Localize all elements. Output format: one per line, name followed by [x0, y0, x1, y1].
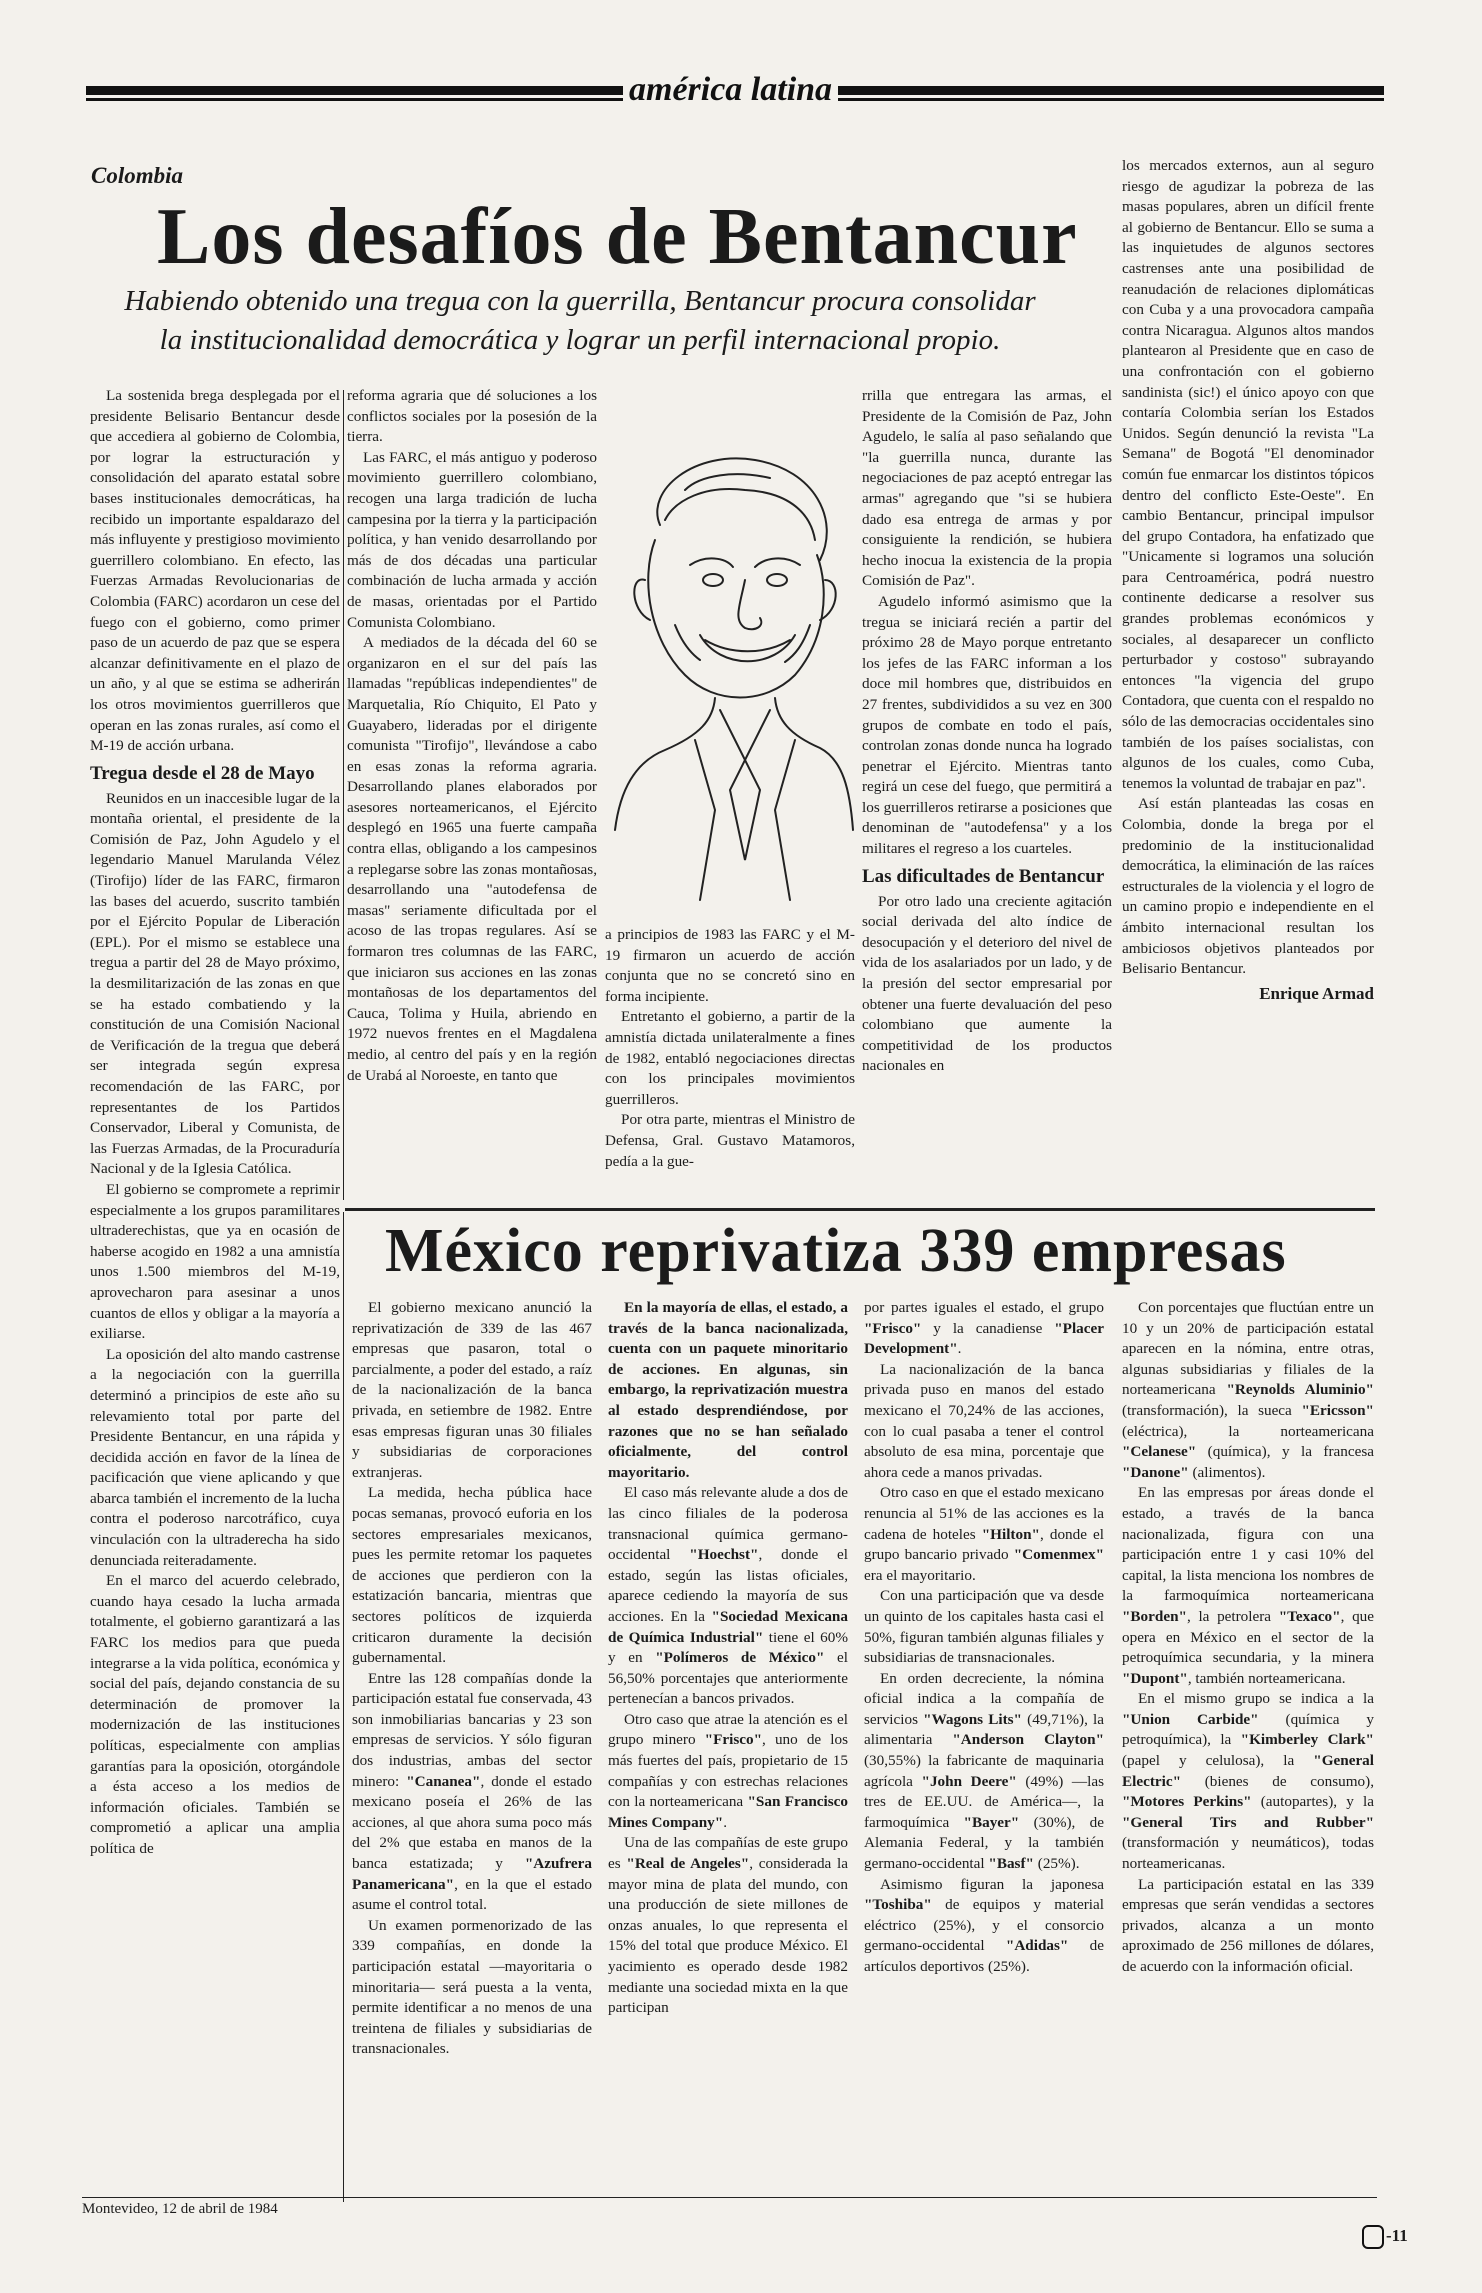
column-divider — [343, 390, 344, 1200]
article1-column-2 — [347, 386, 597, 1206]
paragraph: En las empresas por áreas donde el estado, a través de la banca nacionalizada, figura con una participación entre 1 y casi 10% del capital, la lista menciona los nombres de la farmoquímica norteamericana "Borden", la petrolera "Texaco", que opera en México en el sector de la petroquímica secundaria, y la minera "Dupont", también norteamericana. — [1122, 1484, 1374, 1687]
paragraph: Por otro lado una creciente agitación social derivada del alto índice de desocupación y el deterioro del nivel de vida de los asalariados por un lado, y de la presión del sector empresarial por obtener una fuerte devaluación del peso colombiano que aumente la competitividad de los productos nacionales en — [862, 892, 1112, 1075]
portrait-drawing — [605, 430, 855, 910]
paragraph: La medida, hecha pública hace pocas semanas, provocó euforia en los sectores empresariales mexicanos, pues les permite retomar los paquetes de acciones que perdieron con la estatización bancaria, mientras que sectores políticos de izquierda criticaron duramente la decisión gubernamental. — [352, 1484, 592, 1667]
paragraph: a principios de 1983 las FARC y el M-19 firmaron un acuerdo de acción conjunta que no se concretó sino en forma incipiente. — [605, 926, 855, 1005]
paragraph: Reunidos en un inaccesible lugar de la montaña oriental, el presidente de la Comisión de Paz, John Agudelo y el legendario Manuel Marulanda Vélez (Tirofijo) líder de las FARC, firmaron las bases del acuerdo, suscrito también por el Ejército Popular de Liberación (EPL). Por el mismo se establece una tregua a partir del 28 de Mayo próximo, la desmilitarización de las zonas en que se ha estado combatiendo y la constitución de una Comisión Nacional de Verificación de la tregua que deberá ser integrada según expresa recomendación de las FARC, por representantes de los Partidos Conservador, Liberal y Comunista, de las Fuerzas Armadas, de la Procuraduría Nacional y de la Iglesia Católica. — [90, 789, 340, 1178]
article2-column-2 — [608, 1298, 848, 2198]
article1-column-3 — [605, 925, 855, 1205]
article-deck — [100, 282, 1060, 360]
page-number: -11 — [1362, 2225, 1408, 2249]
paragraph: Otro caso en que el estado mexicano renuncia al 51% de las acciones es la cadena de hoteles "Hilton", donde el grupo bancario privado "Comenmex" era el mayoritario. — [864, 1484, 1104, 1584]
paragraph: El caso más relevante alude a dos de las cinco filiales de la poderosa transnacional química germano-occidental "Hoechst", donde el estado, según las listas oficiales, aparece cediendo la mayoría de sus acciones. En la "Sociedad Mexicana de Química Industrial" tiene el 60% y en "Polímeros de México" el 56,50% porcentajes que anteriormente pertenecían a bancos privados. — [608, 1484, 848, 1708]
paragraph: Entretanto el gobierno, a partir de la amnistía dictada unilateralmente a fines de 1982, entabló negociaciones directas con los principales movimientos guerrilleros. — [605, 1008, 855, 1108]
paragraph: En el mismo grupo se indica a la "Union Carbide" (química y petroquímica), la "Kimberley Clark" (papel y celulosa), la "General Electric" (bienes de consumo), "Motores Perkins" (autopartes), y la "General Tirs and Rubber" (transformación y neumáticos), todas norteamericanas. — [1122, 1690, 1374, 1873]
paragraph: rrilla que entregara las armas, el Presidente de la Comisión de Paz, John Agudelo, le salía al paso señalando que "la guerrilla nunca, durante las negociaciones de paz aceptó entregar las armas" agregando que "si se hubiera dado esa entrega de armas y por consiguiente la rendición, se hubiera hecho inocua la existencia de la propia Comisión de Paz". — [862, 387, 1112, 590]
paragraph: Un examen pormenorizado de las 339 compañías, en donde la participación estatal —mayoritaria o minoritaria— será puesta a la venta, permite identificar a no menos de una treintena de filiales y subsidiarias de transnacionales. — [352, 1916, 592, 2058]
paragraph: Con porcentajes que fluctúan entre un 10 y un 20% de participación estatal aparecen en la nómina, entre otras, algunas subsidiarias y filiales de la norteamericana "Reynolds Aluminio" (transformación), la sueca "Ericsson" (eléctrica), la norteamericana "Celanese" (química), y la francesa "Danone" (alimentos). — [1122, 1299, 1374, 1481]
paragraph: Asimismo figuran la japonesa "Toshiba" de equipos y material eléctrico (25%), y el consorcio germano-occidental "Adidas" de artículos deportivos (25%). — [864, 1875, 1104, 1975]
paragraph: Entre las 128 compañías donde la participación estatal fue conservada, 43 son inmobiliarias bancarias y 23 son empresas de servicios. Y sólo figuran dos industrias, ambas del sector minero: "Cananea", donde el estado mexicano poseía el 26% de las acciones, al que ahora suma poco más del 2% que estaba en manos de la banca estatizada; y "Azufrera Panamericana", en la que el estado asume el control total. — [352, 1669, 592, 1914]
paragraph: La nacionalización de la banca privada puso en manos del estado mexicano el 70,24% de las acciones, con lo cual pasaba a tener el control absoluto de esa mina, porcentaje que ahora cede a manos privadas. — [864, 1360, 1104, 1481]
paragraph: A mediados de la década del 60 se organizaron en el sur del país las llamadas "repúblicas independientes" de Marquetalia, Río Chiquito, El Pato y Guayabero, lideradas por el dirigente comunista "Tirofijo", llevándose a cabo en esas zonas la reforma agraria. Desarrollando planes elaborados por asesores norteamericanos, el Ejército desplegó en 1965 una fuerte campaña contra ellas, obligando a los campesinos a replegarse sobre las zonas montañosas, desarrollando una "autodefensa de masas" seriamente dificultada por el acoso de las tropas regulares. Así se formaron tres columnas de las FARC, que iniciaron sus acciones en las zonas montañosas de los departamentos del Cauca, Tolima y Huila, abriendo en 1972 nuevos frentes en el Magdalena medio, al centro del país y en la región de Urabá al Noroeste, en tanto que — [347, 634, 597, 1084]
paragraph: En el marco del acuerdo celebrado, cuando haya cesado la lucha armada totalmente, el gobierno garantizará a las FARC los medios para que pueda integrarse a la vida política, económica y social del país, dejando constancia de su determinación de promover la modernización de las instituciones políticas, especialmente con amplias garantías para la oposición, otorgándole a ésta acceso a los medios de información oficiales. También se comprometió a aplicar una amplia política de — [90, 1572, 340, 1857]
paragraph: La sostenida brega desplegada por el presidente Belisario Bentancur desde que accediera al gobierno de Colombia, por lograr la estructuración y consolidación del aparato estatal sobre bases institucionales democráticas, ha recibido un importante espaldarazo del más influyente y prestigioso movimiento guerrillero colombiano. En efecto, las Fuerzas Armadas Revolucionarias de Colombia (FARC) acordaron un cese del fuego con el gobierno, como primer paso de un acuerdo de paz que se espera alcanzar definitivamente en el plazo de un año, y al que se estima se adherirán los otros movimientos guerrilleros que operan en las zonas rurales, así como el M-19 de acción urbana. — [90, 387, 340, 755]
deck-line-1: Habiendo obtenido una tregua con la guerrilla, Bentancur procura consolidar — [124, 285, 1036, 317]
paragraph: El gobierno mexicano anunció la reprivatización de 339 de las 467 empresas que pasaron, total o parcialmente, a poder del estado, a raíz de la nacionalización de la banca privada, en setiembre de 1982. Entre esas empresas figuran unas 30 filiales y subsidiarias de corporaciones extranjeras. — [352, 1299, 592, 1481]
paragraph: Así están planteadas las cosas en Colombia, donde la brega por el predominio de la institucionalidad democrática, la eliminación de las raíces estructurales de la violencia y el logro de un camino propio e independiente en el ámbito internacional resultan los ambiciosos objetivos planteados por Belisario Bentancur. — [1122, 795, 1374, 978]
paragraph: los mercados externos, aun al seguro riesgo de agudizar la pobreza de las masas populares, abren un difícil frente al gobierno de Bentancur. Ello se suma a las inquietudes de algunos sectores castrenses ante una posibilidad de reanudación de relaciones diplomáticas con Cuba y a una provocadora campaña contra Nicaragua. Algunos altos mandos plantearon al Presidente que en caso de una confrontación con el gobierno sandinista (sic!) el único apoyo con que contaría Colombia serían los Estados Unidos. Según denunció la revista "La Semana" de Bogotá "El denominador común fue enmarcar los distintos tópicos dentro del conflicto Este-Oeste". En cambio Bentancur, principal impulsor del grupo Contadora, ha enfatizado que "Unicamente si logramos una solución para Centroamérica, podrá nuestro continente dedicarse a resolver sus grandes problemas económicos y sociales, al desaparecer un conflicto perturbador y costoso" subrayando entonces "la vigencia del grupo Contadora, que cuenta con el respaldo no sólo de las democracias occidentales sino también de los países socialistas, con algunos de los cuales, como Cuba, tenemos la voluntad de trabajar en paz". — [1122, 157, 1374, 792]
paragraph: Agudelo informó asimismo que la tregua se iniciará recién a partir del próximo 28 de Mayo porque entretanto los jefes de las FARC informan a los doce mil hombres que, distribuidos en 27 frentes, subdivididos a su vez en 300 grupos de combate en todo el país, controlan zonas donde nunca ha logrado penetrar el Ejército. Mientras tanto regirá un cese del fuego, que permitirá a los guerrilleros retirarse a posiciones que denominan de "autodefensa" y a los militares el regreso a los cuarteles. — [862, 592, 1112, 858]
paragraph: Otro caso que atrae la atención es el grupo minero "Frisco", uno de los más fuertes del país, propietario de 15 compañías y con estrechas relaciones con la norteamericana "San Francisco Mines Company". — [608, 1710, 848, 1831]
paragraph: Con una participación que va desde un quinto de los capitales hasta casi el 50%, figuran también algunas filiales y subsidiarias de transnacionales. — [864, 1587, 1104, 1667]
paragraph: El gobierno se compromete a reprimir especialmente a los grupos paramilitares ultraderechistas, que ya en ocasión de haberse acogido en 1982 a una amnistía unos 1.500 miembros del M-19, aprovecharon para asesinar a unos cuantos de ellos y obligar a la mayoría a exiliarse. — [90, 1180, 340, 1343]
footer-rule — [82, 2197, 1377, 2198]
article2-headline: México reprivatiza 339 empresas — [385, 1217, 1287, 1285]
paragraph: La participación estatal en las 339 empresas que serán vendidas a sectores privados, alcanza a un monto aproximado de 256 millones de dólares, de acuerdo con la información oficial. — [1122, 1875, 1374, 1975]
paragraph: Las FARC, el más antiguo y poderoso movimiento guerrillero colombiano, recogen una larga tradición de lucha campesina por la tierra y la participación política, y han venido desarrollando por más de dos décadas una particular combinación de lucha armada y acción de masas, orientadas por el Partido Comunista Colombiano. — [347, 448, 597, 631]
article-headline: Los desafíos de Bentancur — [157, 193, 1078, 281]
column-divider — [343, 1212, 344, 2202]
country-label: Colombia — [91, 163, 184, 188]
article1-column-1 — [90, 386, 340, 2196]
paragraph: La oposición del alto mando castrense a la negociación con la guerrilla determinó a principios de este año su relevamiento total por parte del Presidente Bentancur, en una rápida y decidida acción en favor de la línea de pacificación que viene aplicando y que abarca también el incremento de la lucha contra el poderoso narcotráfico, cuya vinculación con la ultraderecha ha sido denunciada reiteradamente. — [90, 1345, 340, 1569]
caricature-illustration — [605, 430, 855, 910]
paragraph: por partes iguales el estado, el grupo "Frisco" y la canadiense "Placer Development". — [864, 1299, 1104, 1358]
footer-place-date: Montevideo, 12 de abril de 1984 — [82, 2201, 278, 2217]
paragraph-bold: En la mayoría de ellas, el estado, a través de la banca nacionalizada, cuenta con un paquete minoritario de acciones. En algunas, sin embargo, la reprivatización muestra al estado desprendiéndose, por razones que no se han señalado oficialmente, del control mayoritario. — [608, 1299, 848, 1481]
article-separator-rule — [345, 1208, 1375, 1211]
subhead-tregua: Tregua desde el 28 de Mayo — [90, 762, 315, 784]
article2-column-4 — [1122, 1298, 1374, 2198]
paragraph: En orden decreciente, la nómina oficial indica a la compañía de servicios "Wagons Lits" (49,71%), la alimentaria "Anderson Clayton" (30,55%) la fabricante de maquinaria agrícola "John Deere" (49%) —las tres de EE.UU. de América—, la farmoquímica "Bayer" (30%), de Alemania Federal, y la también germano-occidental "Basf" (25%). — [864, 1669, 1104, 1873]
paragraph: Por otra parte, mientras el Ministro de Defensa, Gral. Gustavo Matamoros, pedía a la gue- — [605, 1111, 855, 1170]
article2-column-1 — [352, 1298, 592, 2198]
author-signature: Enrique Armad — [1259, 983, 1374, 1003]
article1-column-5 — [1122, 156, 1374, 1206]
paragraph: Una de las compañías de este grupo es "Real de Angeles", considerada la mayor mina de plata del mundo, con una producción de siete millones de onzas anuales, lo que representa el 15% del total que produce México. El yacimiento es operado desde 1982 mediante una sociedad mixta en la que participan — [608, 1834, 848, 2017]
subhead-dificultades: Las dificultades de Bentancur — [862, 865, 1105, 887]
section-label: américa latina — [623, 70, 838, 110]
deck-line-2: la institucionalidad democrática y lograr un perfil internacional propio. — [159, 324, 1001, 356]
magazine-logo-icon — [1362, 2225, 1384, 2249]
article2-column-3 — [864, 1298, 1104, 2198]
paragraph: reforma agraria que dé soluciones a los conflictos sociales por la posesión de la tierra. — [347, 387, 597, 446]
article1-column-4 — [862, 386, 1112, 1206]
